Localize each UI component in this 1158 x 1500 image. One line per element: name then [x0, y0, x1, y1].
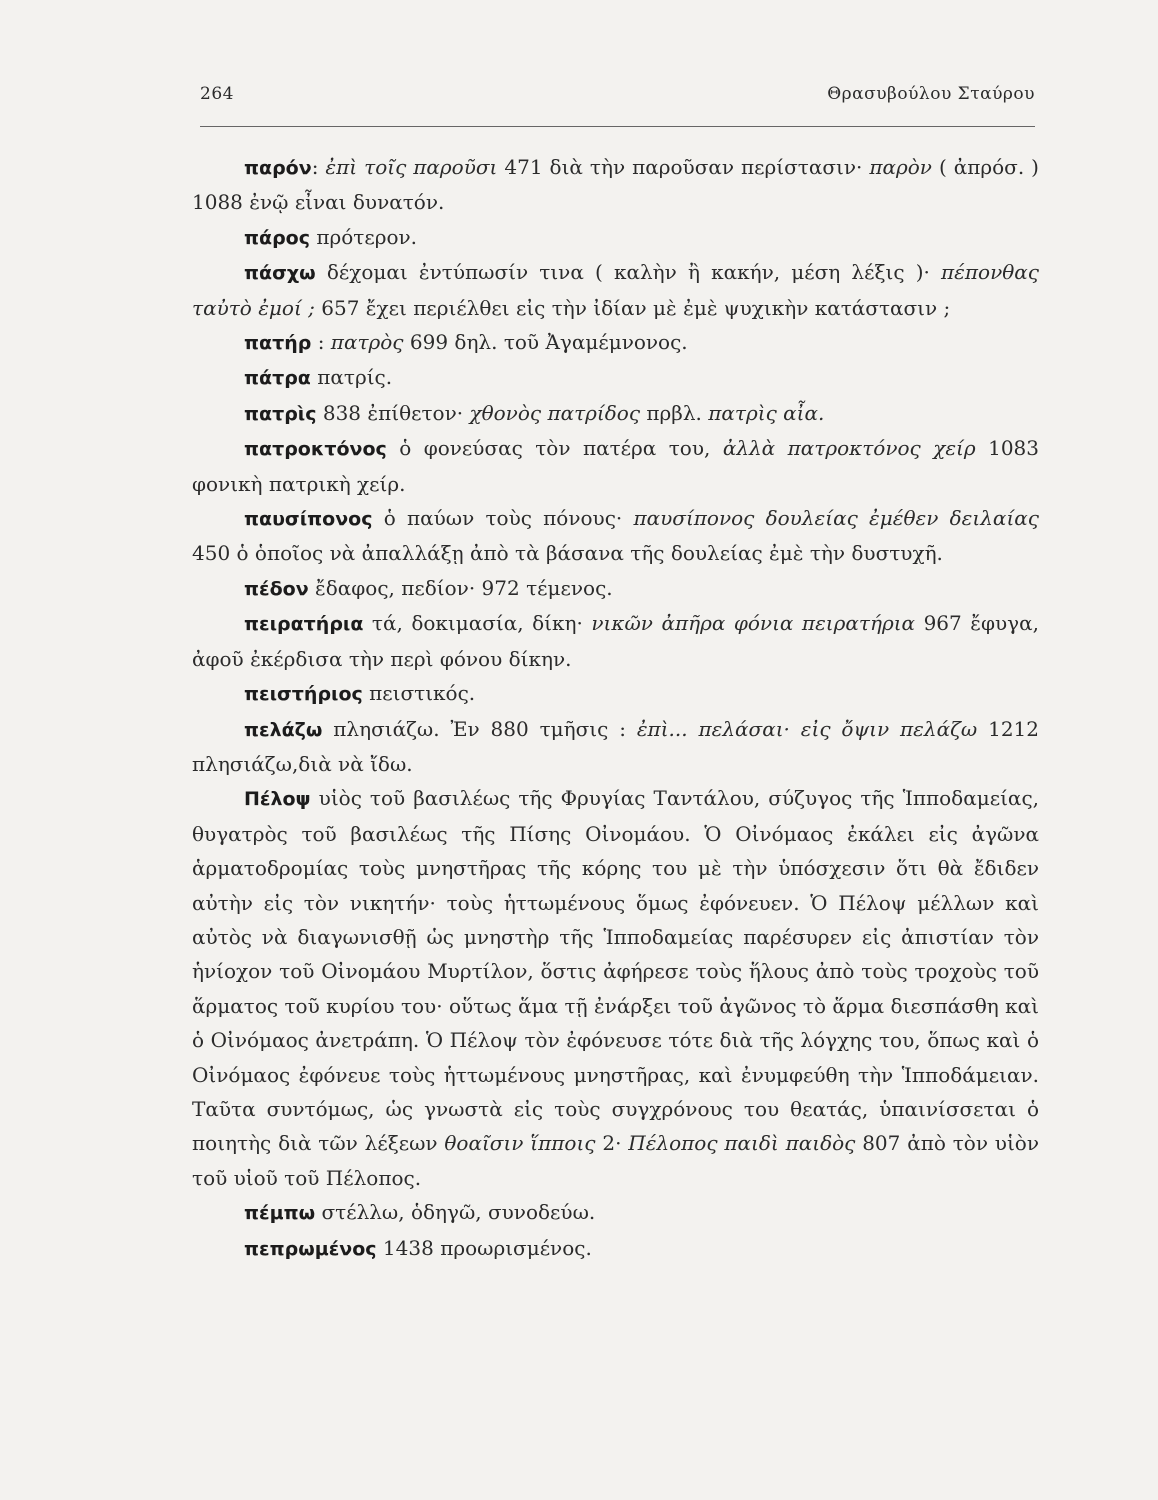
entry-definition-text: : [311, 330, 331, 355]
entry-quotation: ἐπὶ τοῖς παροῦσι [325, 155, 498, 179]
entry-definition-text: ὁ φονεύσας τὸν πατέρα του, [386, 436, 723, 461]
glossary-entry [192, 360, 1039, 395]
entry-definition-text: 1438 προωρισμένος. [376, 1235, 592, 1260]
entry-headword: πέμπω [244, 1202, 316, 1225]
glossary-entry [192, 396, 1039, 431]
entry-quotation: παυσίπονος δουλείας ἐμέθεν δειλαίας [633, 506, 1039, 531]
entry-definition-text: τά, δοκιμασία, δίκη· [363, 611, 592, 636]
entry-definition-text: : [311, 155, 326, 179]
entry-definition-text: ὁ παύων τοὺς πόνους· [372, 506, 634, 531]
entry-definition-text: 699 δηλ. τοῦ Ἀγαμέμνονος. [403, 330, 688, 355]
entry-definition-text: στέλλω, ὁδηγῶ, συνοδεύω. [315, 1200, 596, 1225]
header-rule [200, 126, 1035, 127]
glossary-entries [192, 150, 1039, 1266]
entry-definition-text: πρότερον. [310, 224, 418, 249]
entry-definition-text: πλησιάζω. Ἐν 880 τμῆσις : [322, 716, 637, 741]
entry-definition-text: πατρίς. [310, 365, 393, 390]
page-number: 264 [200, 84, 234, 104]
entry-definition-text: 1083 φονικὴ πατρικὴ χείρ. [192, 436, 1039, 496]
glossary-entry [192, 255, 1039, 325]
entry-definition-text: 807 ἀπὸ τὸν υἱὸν τοῦ υἱοῦ τοῦ Πέλοπος. [192, 1131, 1040, 1190]
entry-definition-text: 471 διὰ τὴν παροῦσαν περίστασιν· [497, 155, 870, 179]
entry-definition-text: ἔδαφος, πεδίον· 972 τέμενος. [308, 575, 613, 600]
glossary-entry [192, 571, 1039, 606]
entry-headword: πέδον [244, 577, 309, 600]
glossary-entry [192, 501, 1039, 571]
glossary-entry [192, 1195, 1039, 1230]
glossary-entry [192, 712, 1039, 782]
entry-definition-text: πρβλ. [640, 400, 709, 425]
entry-definition-text: δέχομαι ἐντύπωσίν τινα ( καλὴν ἢ κακήν, μέση λέξις )· [315, 260, 942, 285]
entry-headword: παρόν [244, 157, 312, 179]
entry-headword: πάσχω [244, 262, 316, 285]
entry-definition-text: 1212 πλησιάζω,διὰ νὰ ἴδω. [192, 716, 1040, 776]
glossary-entry [192, 220, 1039, 255]
entry-headword: πειστήριος [244, 683, 363, 706]
entry-headword: πάρος [244, 226, 310, 249]
entry-definition-text: 967 ἔφυγα, ἀφοῦ ἐκέρδισα τὴν περὶ φόνου δίκην. [192, 611, 1039, 671]
entry-quotation: πατρὸς [330, 330, 404, 355]
entry-definition-text: 838 ἐπίθετον· [316, 400, 470, 425]
entry-quotation: θοαῖσιν ἵπποις [444, 1131, 596, 1156]
entry-headword: πεπρωμένος [244, 1237, 377, 1260]
entry-headword: πατήρ [244, 332, 312, 355]
entry-definition-text: πειστικός. [362, 681, 476, 706]
entry-definition-text: ( ἀπρόσ. ) 1088 ἐνῷ εἶναι δυνατόν. [192, 155, 1039, 215]
entry-headword: πειρατήρια [244, 613, 364, 636]
entry-quotation: Πέλοπος παιδὶ παιδὸς [628, 1131, 856, 1156]
glossary-entry [192, 1231, 1039, 1266]
entry-quotation: νικῶν ἀπῆρα φόνια πειρατήρια [591, 611, 916, 636]
entry-quotation: ἀλλὰ πατροκτόνος χείρ [722, 436, 976, 461]
entry-quotation: παρὸν [869, 155, 932, 179]
entry-definition-text: 657 ἔχει περιέλθει εἰς τὴν ἰδίαν μὲ ἐμὲ ψυχικὴν κατάστασιν ; [314, 295, 951, 320]
entry-quotation: ἐπὶ... πελάσαι· εἰς ὄψιν πελάζω [636, 716, 978, 741]
glossary-entry [192, 676, 1039, 711]
entry-quotation: χθονὸς πατρίδος [469, 400, 641, 425]
entry-headword: πατροκτόνος [244, 438, 387, 461]
entry-headword: πατρὶς [244, 402, 317, 425]
entry-headword: Πέλοψ [244, 788, 311, 811]
glossary-entry [192, 150, 1039, 220]
entry-definition-text: 2· [595, 1131, 629, 1156]
entry-quotation: πέπονθας ταὐτὸ ἐμοί ; [192, 260, 1039, 320]
entry-quotation: πατρὶς αἶα. [708, 400, 825, 425]
glossary-entry [192, 781, 1039, 1195]
glossary-entry [192, 606, 1039, 676]
entry-definition-text: 450 ὁ ὁποῖος νὰ ἀπαλλάξῃ ἀπὸ τὰ βάσανα τῆς δουλείας ἐμὲ τὴν δυστυχῆ. [192, 541, 943, 566]
entry-headword: πελάζω [244, 718, 323, 741]
entry-headword: πάτρα [244, 367, 311, 390]
glossary-entry [192, 325, 1039, 360]
entry-headword: παυσίπονος [244, 508, 373, 531]
running-title: Θρασυβούλου Σταύρου [827, 84, 1035, 104]
glossary-entry [192, 431, 1039, 501]
entry-definition-text: υἱὸς τοῦ βασιλέως τῆς Φρυγίας Ταντάλου, σύζυγος τῆς Ἱπποδαμείας, θυγατρὸς τοῦ βασιλέως τῆς Πίσης Οἰνομάου. Ὁ Οἰνόμαος ἐκάλει εἰς ἀγῶνα ἁρματοδρομίας τοὺς μνηστῆρας τῆς κόρης του μὲ τὴν ὑπόσχεσιν ὅτι θὰ ἔδιδεν αὐτὴν εἰς τὸν νικητήν· τοὺς ἡττωμένους ὅμως ἐφόνευεν. Ὁ Πέλοψ μέλλων καὶ αὐτὸς νὰ διαγωνισθῇ ὡς μνηστὴρ τῆς Ἱπποδαμείας παρέσυρεν εἰς ἀπιστίαν τὸν ἡνίοχον τοῦ Οἰνομάου Μυρτίλον, ὅστις ἀφήρεσε τοὺς ἥλους ἀπὸ τοὺς τροχοὺς τοῦ ἅρματος τοῦ κυρίου του· οὕτως ἅμα τῇ ἐνάρξει τοῦ ἀγῶνος τὸ ἅρμα διεσπάσθη καὶ ὁ Οἰνόμαος ἀνετράπη. Ὁ Πέλοψ τὸν ἐφόνευσε τότε διὰ τῆς λόγχης του, ὅπως καὶ ὁ Οἰνόμαος ἐφόνευε τοὺς ἡττωμένους μνηστῆρας, καὶ ἐνυμφεύθη τὴν Ἱπποδάμειαν. Ταῦτα συντόμως, ὡς γνωστὰ εἰς τοὺς συγχρόνους του θεατάς, ὑπαινίσσεται ὁ ποιητὴς διὰ τῶν λέξεων [192, 786, 1039, 1156]
